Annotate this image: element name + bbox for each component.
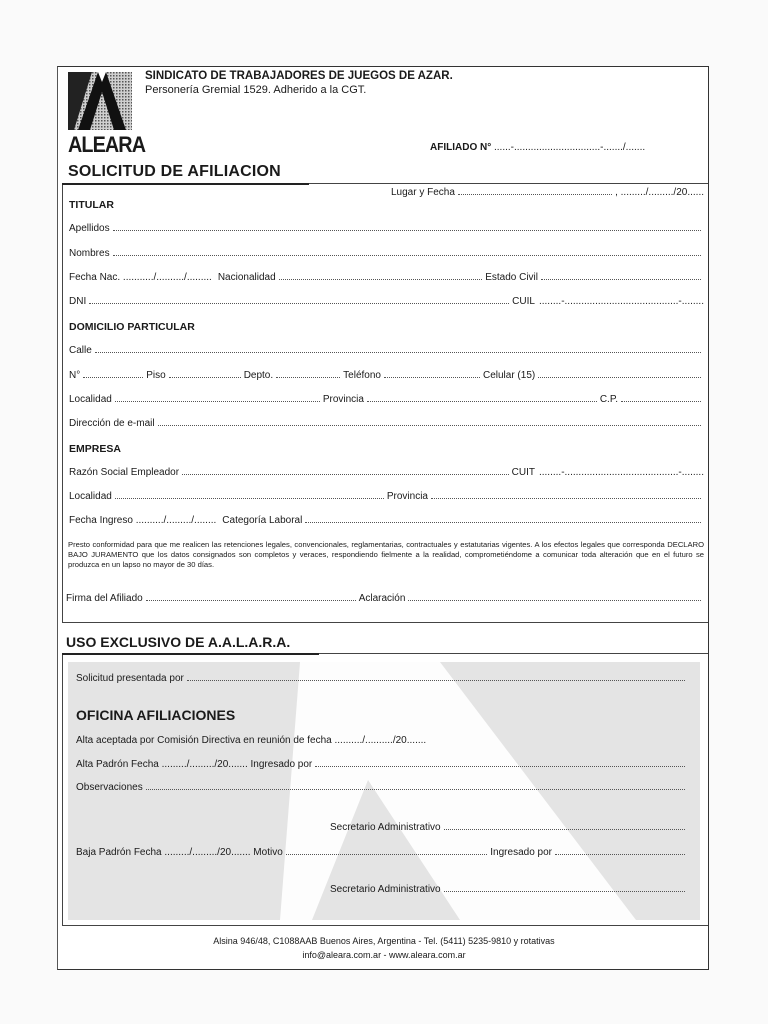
brand-name: ALEARA	[68, 132, 146, 157]
legal-declaration: Presto conformidad para que me realicen las retenciones legales, convencionales, reglamentarias, contractuales y estatutarias vigentes. A los efectos legales que corresponda DECLARO BAJO JURAMENTO que los datos consignados son completos y veraces, respondiendo fielmente a la realidad, comprometiéndome a comunicar toda alteración que en el futuro se produzca en un lapso no mayor de 30 días.	[68, 540, 704, 569]
razon-social-row[interactable]: Razón Social Empleador CUIT ........-.........................................-........	[69, 467, 704, 478]
firma-row[interactable]: Firma del Afiliado Aclaración	[66, 593, 704, 604]
dni-row[interactable]: DNI CUIL ........-.........................................-........	[69, 296, 704, 307]
aleara-logo-icon	[68, 72, 132, 130]
email-field[interactable]: Dirección de e-mail	[69, 418, 704, 429]
footer-contact: info@aleara.com.ar - www.aleara.com.ar	[302, 950, 466, 960]
presentada-por-field[interactable]: Solicitud presentada por	[76, 673, 688, 684]
form-title: SOLICITUD DE AFILIACION	[68, 163, 281, 180]
org-name: SINDICATO DE TRABAJADORES DE JUEGOS DE AZAR.	[145, 70, 453, 82]
apellidos-field[interactable]: Apellidos	[69, 223, 704, 234]
alta-aceptada-field[interactable]: Alta aceptada por Comisión Directiva en reunión de fecha ........../........../20.......	[76, 735, 427, 746]
oficina-afiliaciones-heading: OFICINA AFILIACIONES	[76, 707, 236, 723]
alta-padron-row[interactable]: Alta Padrón Fecha ........./........./20....... Ingresado por	[76, 759, 688, 770]
uso-exclusivo-title: USO EXCLUSIVO DE A.A.L.A.R.A.	[66, 634, 291, 650]
localidad-row[interactable]: Localidad Provincia C.P.	[69, 394, 704, 405]
baja-padron-row[interactable]: Baja Padrón Fecha ........./........./20....... Motivo Ingresado por	[76, 847, 688, 858]
lugar-fecha-field[interactable]: Lugar y Fecha , ........./........./20......	[391, 187, 704, 198]
fecha-nac-row[interactable]: Fecha Nac. .........../........../......... Nacionalidad Estado Civil	[69, 272, 704, 283]
fecha-ingreso-row[interactable]: Fecha Ingreso ........../........./........ Categoría Laboral	[69, 515, 704, 526]
empresa-localidad-row[interactable]: Localidad Provincia	[69, 491, 704, 502]
uso-underline	[62, 653, 319, 655]
observaciones-field[interactable]: Observaciones	[76, 782, 688, 793]
secretario-signature-2[interactable]: Secretario Administrativo	[330, 884, 688, 895]
numero-row[interactable]: N° Piso Depto. Teléfono Celular (15)	[69, 370, 704, 381]
nombres-field[interactable]: Nombres	[69, 248, 704, 259]
org-subtitle: Personería Gremial 1529. Adherido a la CGT.	[145, 84, 367, 96]
domicilio-heading: DOMICILIO PARTICULAR	[69, 321, 195, 333]
title-underline	[62, 183, 309, 185]
empresa-heading: EMPRESA	[69, 443, 121, 455]
secretario-signature-1[interactable]: Secretario Administrativo	[330, 822, 688, 833]
afiliado-number: AFILIADO N° ......-...............................-......./.......	[430, 142, 646, 153]
footer-address: Alsina 946/48, C1088AAB Buenos Aires, Argentina - Tel. (5411) 5235-9810 y rotativas	[213, 936, 555, 946]
calle-field[interactable]: Calle	[69, 345, 704, 356]
titular-heading: TITULAR	[69, 199, 114, 211]
